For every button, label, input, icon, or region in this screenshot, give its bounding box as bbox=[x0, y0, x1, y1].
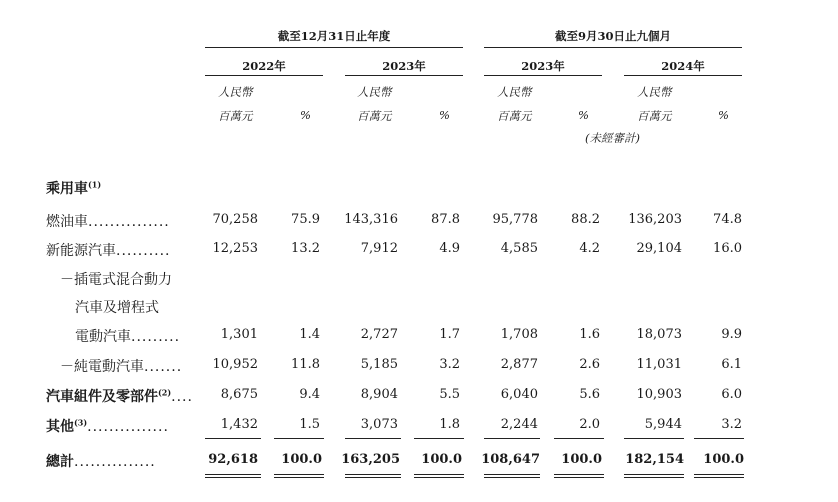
year-header: 2022年 bbox=[242, 59, 286, 73]
cell-value: 100.0 bbox=[703, 452, 744, 467]
cell-value: 12,253 bbox=[212, 241, 258, 256]
divider bbox=[624, 75, 742, 76]
cell-value: 11,031 bbox=[636, 357, 682, 372]
row-label-parts: 汽車組件及零部件$^{(2)}$.... bbox=[46, 387, 193, 405]
cell-value: 4.9 bbox=[439, 241, 460, 256]
row-label-fuel: 燃油車............... bbox=[46, 214, 170, 230]
divider bbox=[554, 477, 604, 478]
cell-value: 5,185 bbox=[360, 357, 398, 372]
cell-value: 3.2 bbox=[721, 417, 742, 432]
divider bbox=[274, 438, 324, 439]
cell-value: 2,244 bbox=[500, 417, 538, 432]
group-header-nine-months: 截至9月30日止九個月 bbox=[554, 29, 671, 43]
divider bbox=[554, 474, 604, 475]
divider bbox=[484, 477, 540, 478]
unit-percent: % bbox=[718, 108, 729, 122]
group-header-year-end: 截至12月31日止年度 bbox=[277, 29, 391, 43]
unit-millions: 百萬元 bbox=[218, 109, 253, 123]
unit-percent: % bbox=[439, 108, 450, 122]
cell-value: 3,073 bbox=[360, 417, 398, 432]
year-header: 2024年 bbox=[661, 59, 705, 73]
cell-value: 16.0 bbox=[713, 241, 742, 256]
cell-value: 1,432 bbox=[220, 417, 258, 432]
cell-value: 136,203 bbox=[628, 212, 682, 227]
cell-value: 13.2 bbox=[291, 241, 320, 256]
unit-currency: 人民幣 bbox=[218, 85, 253, 99]
row-label-phev-line2: 汽車及增程式 bbox=[75, 300, 159, 316]
divider bbox=[694, 438, 744, 439]
cell-value: 87.8 bbox=[431, 212, 460, 227]
cell-value: 70,258 bbox=[212, 212, 258, 227]
divider bbox=[345, 438, 401, 439]
cell-value: 88.2 bbox=[571, 212, 600, 227]
row-label-passenger: 乘用車$^{(1)}$ bbox=[46, 179, 102, 197]
cell-value: 3.2 bbox=[439, 357, 460, 372]
row-label-phev-line3: 電動汽車......... bbox=[75, 329, 181, 345]
divider bbox=[345, 75, 463, 76]
cell-value: 9.9 bbox=[721, 327, 742, 342]
divider bbox=[414, 438, 464, 439]
cell-value: 11.8 bbox=[291, 357, 320, 372]
cell-value: 9.4 bbox=[299, 387, 320, 402]
divider bbox=[414, 477, 464, 478]
cell-value: 95,778 bbox=[492, 212, 538, 227]
cell-value: 10,903 bbox=[636, 387, 682, 402]
unit-millions: 百萬元 bbox=[497, 109, 532, 123]
cell-value: 143,316 bbox=[344, 212, 398, 227]
cell-value: 4.2 bbox=[579, 241, 600, 256]
unit-currency: 人民幣 bbox=[497, 85, 532, 99]
cell-value: 6.1 bbox=[721, 357, 742, 372]
divider bbox=[484, 47, 742, 48]
cell-value: 1.4 bbox=[299, 327, 320, 342]
divider bbox=[484, 438, 540, 439]
cell-value: 92,618 bbox=[208, 452, 258, 467]
cell-value: 100.0 bbox=[281, 452, 322, 467]
cell-value: 2.6 bbox=[579, 357, 600, 372]
divider bbox=[205, 474, 261, 475]
cell-value: 29,104 bbox=[636, 241, 682, 256]
row-label-bev: －純電動汽車....... bbox=[60, 359, 183, 375]
divider bbox=[345, 474, 401, 475]
cell-value: 163,205 bbox=[341, 452, 400, 467]
divider bbox=[554, 438, 604, 439]
cell-value: 100.0 bbox=[561, 452, 602, 467]
year-header: 2023年 bbox=[521, 59, 565, 73]
cell-value: 1,301 bbox=[220, 327, 258, 342]
unit-percent: % bbox=[578, 108, 589, 122]
divider bbox=[205, 47, 463, 48]
divider bbox=[274, 474, 324, 475]
row-label-total: 總計............... bbox=[46, 454, 156, 470]
divider bbox=[274, 477, 324, 478]
divider bbox=[414, 474, 464, 475]
cell-value: 5.6 bbox=[579, 387, 600, 402]
divider bbox=[624, 474, 684, 475]
divider bbox=[484, 75, 602, 76]
divider bbox=[205, 75, 323, 76]
cell-value: 75.9 bbox=[291, 212, 320, 227]
row-label-phev-line1: －插電式混合動力 bbox=[60, 272, 172, 288]
row-label-nev: 新能源汽車.......... bbox=[46, 243, 171, 259]
cell-value: 1.7 bbox=[439, 327, 460, 342]
cell-value: 4,585 bbox=[500, 241, 538, 256]
cell-value: 10,952 bbox=[212, 357, 258, 372]
cell-value: 5,944 bbox=[644, 417, 682, 432]
cell-value: 6,040 bbox=[500, 387, 538, 402]
cell-value: 8,904 bbox=[360, 387, 398, 402]
divider bbox=[345, 477, 401, 478]
cell-value: 108,647 bbox=[481, 452, 540, 467]
year-header: 2023年 bbox=[382, 59, 426, 73]
divider bbox=[694, 474, 744, 475]
unit-currency: 人民幣 bbox=[637, 85, 672, 99]
cell-value: 18,073 bbox=[636, 327, 682, 342]
unit-currency: 人民幣 bbox=[357, 85, 392, 99]
cell-value: 5.5 bbox=[439, 387, 460, 402]
unit-percent: % bbox=[300, 108, 311, 122]
cell-value: 1.6 bbox=[579, 327, 600, 342]
cell-value: 1,708 bbox=[500, 327, 538, 342]
cell-value: 6.0 bbox=[721, 387, 742, 402]
unit-millions: 百萬元 bbox=[637, 109, 672, 123]
divider bbox=[624, 438, 684, 439]
divider bbox=[205, 438, 261, 439]
row-label-others: 其他$^{(3)}$............... bbox=[46, 417, 169, 435]
cell-value: 2,727 bbox=[360, 327, 398, 342]
unit-millions: 百萬元 bbox=[357, 109, 392, 123]
cell-value: 2,877 bbox=[500, 357, 538, 372]
unaudited-note: (未經審計) bbox=[585, 131, 640, 145]
divider bbox=[484, 474, 540, 475]
cell-value: 2.0 bbox=[579, 417, 600, 432]
cell-value: 100.0 bbox=[421, 452, 462, 467]
cell-value: 74.8 bbox=[713, 212, 742, 227]
cell-value: 1.5 bbox=[299, 417, 320, 432]
cell-value: 182,154 bbox=[625, 452, 684, 467]
divider bbox=[694, 477, 744, 478]
cell-value: 1.8 bbox=[439, 417, 460, 432]
cell-value: 8,675 bbox=[220, 387, 258, 402]
divider bbox=[624, 477, 684, 478]
divider bbox=[205, 477, 261, 478]
cell-value: 7,912 bbox=[360, 241, 398, 256]
